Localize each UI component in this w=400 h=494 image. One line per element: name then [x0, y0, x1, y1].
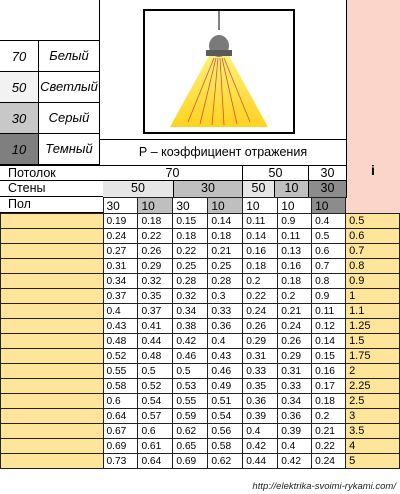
- floor-value: 10: [312, 198, 346, 214]
- table-cell: 0.37: [138, 304, 173, 319]
- floor-label: Пол: [8, 197, 31, 211]
- table-cell: 0.52: [138, 379, 173, 394]
- swatch-row-white: [0, 41, 100, 72]
- table-cell: 0.52: [103, 349, 138, 364]
- row-highlight: [1, 379, 104, 394]
- table-cell: 0.38: [173, 319, 208, 334]
- floor-value: 10: [138, 198, 173, 214]
- table-cell: 0.22: [243, 289, 278, 304]
- table-cell: 0.21: [208, 244, 243, 259]
- wall-30-a: 30: [173, 181, 242, 197]
- walls-label: Стены: [8, 181, 46, 195]
- walls-values: [103, 181, 346, 197]
- swatch-value: 30: [0, 103, 39, 133]
- table-cell: 0.26: [243, 319, 278, 334]
- reflection-table: [0, 197, 400, 469]
- lamp-illustration: [100, 0, 346, 140]
- row-highlight: [1, 229, 104, 244]
- row-highlight: [1, 394, 104, 409]
- index-value: 2: [346, 364, 400, 379]
- table-cell: 0.18: [173, 229, 208, 244]
- swatch-label: Серый: [48, 110, 90, 125]
- table-cell: 0.51: [208, 394, 243, 409]
- wall-50-a: 50: [103, 181, 173, 197]
- table-cell: 0.62: [173, 424, 208, 439]
- ceiling-70: 70: [165, 166, 180, 180]
- table-cell: 0.13: [278, 244, 312, 259]
- table-row: [1, 424, 400, 439]
- table-cell: 0.22: [312, 439, 346, 454]
- table-cell: 0.44: [138, 334, 173, 349]
- table-cell: 0.5: [312, 229, 346, 244]
- table-cell: 0.18: [312, 394, 346, 409]
- swatch-row-dark: [0, 134, 100, 165]
- index-value: 1.5: [346, 334, 400, 349]
- table-cell: 0.44: [243, 454, 278, 469]
- floor-header-spacer: [1, 198, 104, 214]
- row-highlight: [1, 439, 104, 454]
- table-row: [1, 319, 400, 334]
- table-cell: 0.53: [173, 379, 208, 394]
- index-value: 2.25: [346, 379, 400, 394]
- table-cell: 0.36: [278, 409, 312, 424]
- table-row: [1, 379, 400, 394]
- floor-value: 30: [103, 198, 138, 214]
- table-cell: 0.43: [208, 349, 243, 364]
- table-cell: 0.28: [208, 274, 243, 289]
- table-cell: 0.24: [243, 304, 278, 319]
- table-cell: 0.4: [312, 214, 346, 229]
- floor-value: 10: [243, 198, 278, 214]
- table-cell: 0.12: [312, 319, 346, 334]
- table-cell: 0.24: [312, 454, 346, 469]
- index-value: 3.5: [346, 424, 400, 439]
- table-cell: 0.16: [278, 259, 312, 274]
- table-cell: 0.62: [208, 454, 243, 469]
- swatch-value: 10: [0, 134, 39, 164]
- table-cell: 0.16: [243, 244, 278, 259]
- index-value: 1.1: [346, 304, 400, 319]
- swatch-value: 70: [0, 41, 39, 71]
- floor-value: 10: [208, 198, 243, 214]
- row-highlight: [1, 319, 104, 334]
- row-highlight: [1, 409, 104, 424]
- table-cell: 0.65: [173, 439, 208, 454]
- table-cell: 0.2: [243, 274, 278, 289]
- table-row: [1, 289, 400, 304]
- table-row: [1, 244, 400, 259]
- table-cell: 0.31: [278, 364, 312, 379]
- table-cell: 0.69: [173, 454, 208, 469]
- table-cell: 0.49: [208, 379, 243, 394]
- table-cell: 0.4: [103, 304, 138, 319]
- table-cell: 0.11: [243, 214, 278, 229]
- table-cell: 0.32: [173, 289, 208, 304]
- index-value: 3: [346, 409, 400, 424]
- row-highlight: [1, 214, 104, 229]
- table-cell: 0.73: [103, 454, 138, 469]
- table-row: [1, 334, 400, 349]
- table-cell: 0.34: [103, 274, 138, 289]
- table-cell: 0.55: [103, 364, 138, 379]
- table-cell: 0.61: [138, 439, 173, 454]
- row-highlight: [1, 304, 104, 319]
- table-cell: 0.58: [103, 379, 138, 394]
- ceiling-50: 50: [242, 166, 308, 180]
- swatch-value: 50: [0, 72, 39, 102]
- table-row: [1, 409, 400, 424]
- table-cell: 0.32: [138, 274, 173, 289]
- table-cell: 0.33: [208, 304, 243, 319]
- table-cell: 0.7: [312, 259, 346, 274]
- table-row: [1, 304, 400, 319]
- table-cell: 0.4: [208, 334, 243, 349]
- table-row: [1, 214, 400, 229]
- index-header: i: [371, 162, 375, 178]
- table-cell: 0.27: [103, 244, 138, 259]
- table-cell: 0.24: [278, 319, 312, 334]
- table-cell: 0.29: [278, 349, 312, 364]
- table-cell: 0.5: [173, 364, 208, 379]
- table-cell: 0.26: [138, 244, 173, 259]
- table-cell: 0.34: [173, 304, 208, 319]
- table-cell: 0.36: [243, 394, 278, 409]
- table-cell: 0.11: [278, 229, 312, 244]
- row-highlight: [1, 274, 104, 289]
- table-row: [1, 394, 400, 409]
- table-cell: 0.36: [208, 319, 243, 334]
- table-cell: 0.14: [243, 229, 278, 244]
- lamp-light-icon: [100, 0, 346, 140]
- table-cell: 0.14: [208, 214, 243, 229]
- row-highlight: [1, 424, 104, 439]
- table-cell: 0.3: [208, 289, 243, 304]
- table-cell: 0.35: [243, 379, 278, 394]
- table-cell: 0.8: [312, 274, 346, 289]
- ceiling-label: Потолок: [8, 166, 56, 180]
- table-cell: 0.2: [278, 289, 312, 304]
- table-row: [1, 349, 400, 364]
- table-cell: 0.46: [173, 349, 208, 364]
- reflection-caption: Р – коэффициент отражения: [138, 145, 308, 159]
- table-cell: 0.28: [173, 274, 208, 289]
- table-cell: 0.22: [173, 244, 208, 259]
- table-cell: 0.15: [312, 349, 346, 364]
- table-cell: 0.58: [208, 439, 243, 454]
- table-cell: 0.9: [312, 289, 346, 304]
- row-highlight: [1, 259, 104, 274]
- table-cell: 0.9: [278, 214, 312, 229]
- table-cell: 0.48: [103, 334, 138, 349]
- table-cell: 0.59: [173, 409, 208, 424]
- table-cell: 0.42: [173, 334, 208, 349]
- table-cell: 0.57: [138, 409, 173, 424]
- index-value: 0.9: [346, 274, 400, 289]
- table-cell: 0.2: [312, 409, 346, 424]
- table-row: [1, 229, 400, 244]
- table-cell: 0.14: [312, 334, 346, 349]
- table-cell: 0.4: [278, 439, 312, 454]
- index-value: 1.25: [346, 319, 400, 334]
- index-value: 0.6: [346, 229, 400, 244]
- table-cell: 0.18: [243, 259, 278, 274]
- table-cell: 0.46: [208, 364, 243, 379]
- index-value: 1.75: [346, 349, 400, 364]
- table-cell: 0.33: [243, 364, 278, 379]
- table-cell: 0.16: [312, 364, 346, 379]
- table-cell: 0.26: [278, 334, 312, 349]
- table-cell: 0.22: [138, 229, 173, 244]
- swatch-row-light: [0, 72, 100, 103]
- ceiling-30: 30: [308, 166, 346, 180]
- table-cell: 0.37: [103, 289, 138, 304]
- index-value: 4: [346, 439, 400, 454]
- table-cell: 0.11: [312, 304, 346, 319]
- table-row: [1, 274, 400, 289]
- table-cell: 0.69: [103, 439, 138, 454]
- table-cell: 0.56: [208, 424, 243, 439]
- wall-30-c: 30: [308, 181, 346, 197]
- table-cell: 0.35: [138, 289, 173, 304]
- table-cell: 0.25: [173, 259, 208, 274]
- table-cell: 0.31: [103, 259, 138, 274]
- table-cell: 0.48: [138, 349, 173, 364]
- index-value: 0.5: [346, 214, 400, 229]
- swatch-label: Белый: [49, 48, 89, 63]
- table-cell: 0.6: [138, 424, 173, 439]
- wall-10: 10: [274, 181, 308, 197]
- table-cell: 0.42: [278, 454, 312, 469]
- table-cell: 0.54: [208, 409, 243, 424]
- table-cell: 0.39: [278, 424, 312, 439]
- index-value: 2.5: [346, 394, 400, 409]
- row-highlight: [1, 289, 104, 304]
- table-cell: 0.18: [138, 214, 173, 229]
- table-row: [1, 439, 400, 454]
- table-cell: 0.17: [312, 379, 346, 394]
- table-cell: 0.64: [138, 454, 173, 469]
- table-cell: 0.6: [103, 394, 138, 409]
- index-value: 5: [346, 454, 400, 469]
- index-value: 0.7: [346, 244, 400, 259]
- table-cell: 0.18: [208, 229, 243, 244]
- table-row: [1, 364, 400, 379]
- table-cell: 0.67: [103, 424, 138, 439]
- table-cell: 0.43: [103, 319, 138, 334]
- table-cell: 0.41: [138, 319, 173, 334]
- table-cell: 0.21: [312, 424, 346, 439]
- swatch-label: Темный: [45, 141, 93, 156]
- watermark-url: http://elektrika-svoimi-rykami.com/: [252, 481, 396, 492]
- swatch-label: Светлый: [40, 79, 98, 94]
- table-cell: 0.31: [243, 349, 278, 364]
- table-row: [1, 454, 400, 469]
- table-cell: 0.18: [278, 274, 312, 289]
- table-cell: 0.4: [243, 424, 278, 439]
- table-cell: 0.29: [138, 259, 173, 274]
- table-cell: 0.54: [138, 394, 173, 409]
- table-cell: 0.39: [243, 409, 278, 424]
- floor-value: 10: [278, 198, 312, 214]
- table-cell: 0.5: [138, 364, 173, 379]
- wall-50-b: 50: [242, 181, 274, 197]
- row-highlight: [1, 244, 104, 259]
- table-cell: 0.25: [208, 259, 243, 274]
- table-cell: 0.6: [312, 244, 346, 259]
- table-cell: 0.42: [243, 439, 278, 454]
- row-highlight: [1, 334, 104, 349]
- floor-header-row: [1, 198, 400, 214]
- row-highlight: [1, 364, 104, 379]
- table-cell: 0.34: [278, 394, 312, 409]
- table-cell: 0.15: [173, 214, 208, 229]
- table-cell: 0.33: [278, 379, 312, 394]
- table-row: [1, 259, 400, 274]
- table-cell: 0.55: [173, 394, 208, 409]
- table-cell: 0.21: [278, 304, 312, 319]
- swatch-row-gray: [0, 103, 100, 134]
- row-highlight: [1, 454, 104, 469]
- table-cell: 0.24: [103, 229, 138, 244]
- floor-value: 30: [173, 198, 208, 214]
- floor-header-index-spacer: [346, 198, 400, 214]
- index-value: 1: [346, 289, 400, 304]
- index-value: 0.8: [346, 259, 400, 274]
- table-cell: 0.64: [103, 409, 138, 424]
- row-highlight: [1, 349, 104, 364]
- top-left-cell: [0, 0, 100, 41]
- table-cell: 0.29: [243, 334, 278, 349]
- table-cell: 0.19: [103, 214, 138, 229]
